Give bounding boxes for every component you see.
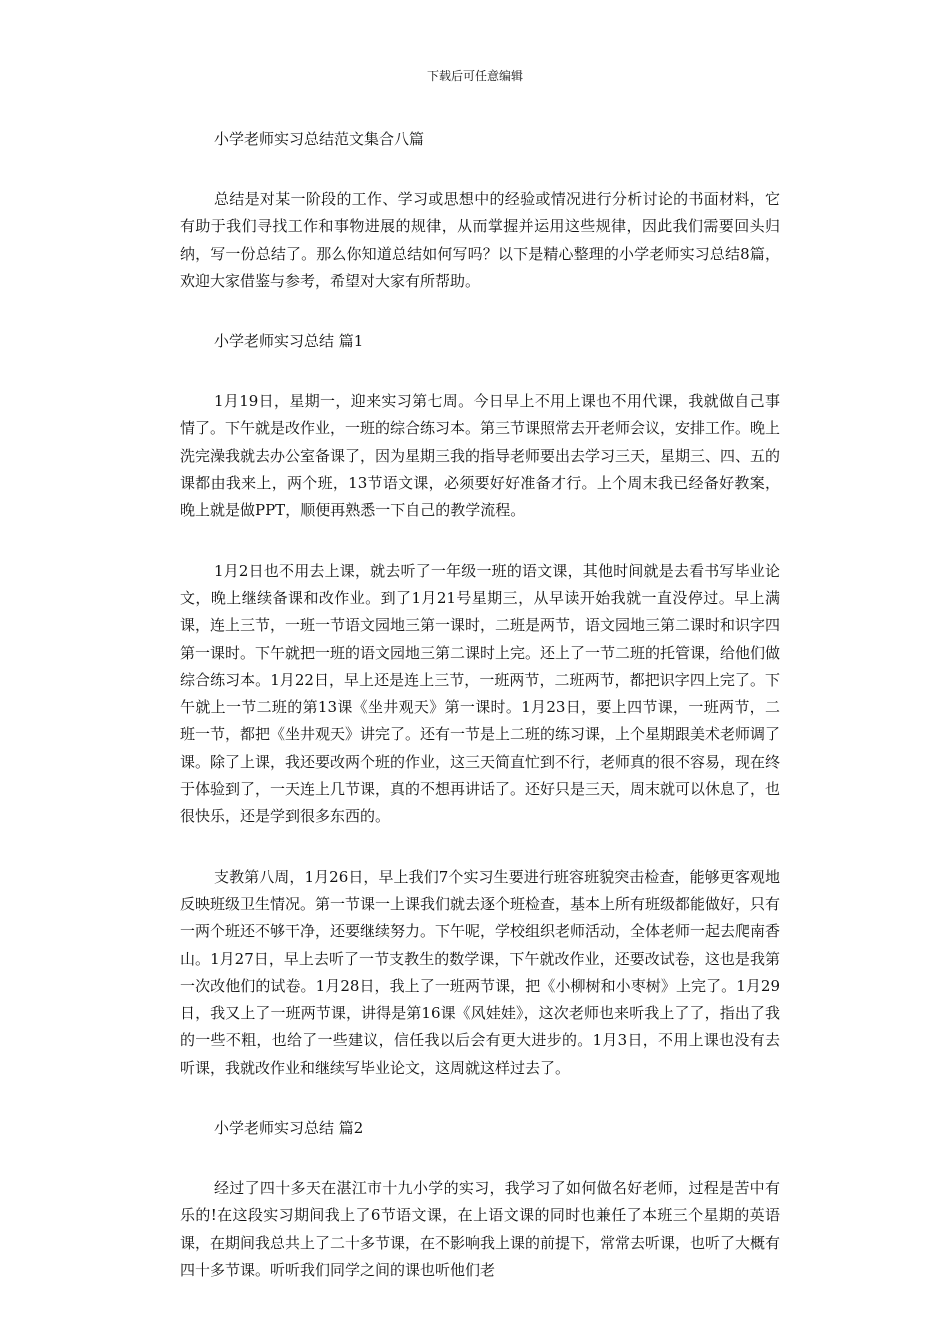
section-1-title: 小学老师实习总结 篇1 — [214, 332, 364, 351]
page-header-note: 下载后可任意编辑 — [426, 69, 523, 83]
section-2-title: 小学老师实习总结 篇2 — [214, 1119, 364, 1138]
section-1-paragraph-3: 支教第八周，1月26日，早上我们7个实习生要进行班容班貌突击检查，能够更客观地反映班级卫生情况。第一节课一上课我们就去逐个班检查，基本上所有班级都能做好，只有一两个班还不够干净，还要继续努力。下午呢，学校组织老师活动，全体老师一起去爬南香山。1月27日，早上去听了一节支教生的数学课，下午就改作业，还要改试卷，这也是我第一次改他们的试卷。1月28日，我上了一班两节课，把《小柳树和小枣树》上完了。1月29日，我又上了一班两节课，讲得是第16课《风娃娃》，这次老师也来听我上了了，指出了我的一些不粗，也给了一些建议，信任我以后会有更大进步的。1月3日，不用上课也没有去听课，我就改作业和继续写毕业论文，这周就这样过去了。 — [180, 867, 781, 1077]
section-2-paragraph-1: 经过了四十多天在湛江市十九小学的实习，我学习了如何做名好老师，过程是苦中有乐的!在这段实习期间我上了6节语文课，在上语文课的同时也兼任了本班三个星期的英语课，在期间我总共上了二十多节课，在不影响我上课的前提下，常常去听课，也听了大概有四十多节课。听听我们同学之间的课也听他们老 — [180, 1179, 781, 1279]
document-body — [180, 126, 780, 1317]
intro-paragraph: 总结是对某一阶段的工作、学习或思想中的经验或情况进行分析讨论的书面材料，它有助于我们寻找工作和事物进展的规律，从而掌握并运用这些规律，因此我们需要回头归纳，写一份总结了。那么你知道总结如何写吗？以下是精心整理的小学老师实习总结8篇，欢迎大家借鉴与参考，希望对大家有所帮助。 — [180, 190, 780, 290]
section-1-paragraph-2: 1月2日也不用去上课，就去听了一年级一班的语文课，其他时间就是去看书写毕业论文，晚上继续备课和改作业。到了1月21号星期三，从早读开始我就一直没停过。早上满课，连上三节，一班一节语文园地三第一课时，二班是两节，语文园地三第二课时和识字四第一课时。下午就把一班的语文园地三第二课时上完。还上了一节二班的托管课，给他们做综合练习本。1月22日，早上还是连上三节，一班两节，二班两节，都把识字四上完了。下午就上一节二班的第13课《坐井观天》第一课时。1月23日，要上四节课，一班两节，二班一节，都把《坐井观天》讲完了。还有一节是上二班的练习课，上个星期跟美术老师调了课。除了上课，我还要改两个班的作业，这三天简直忙到不行，老师真的很不容易，现在终于体验到了，一天连上几节课，真的不想再讲话了。还好只是三天，周末就可以休息了，也很快乐，还是学到很多东西的。 — [180, 561, 781, 826]
section-1-paragraph-1: 1月19日，星期一，迎来实习第七周。今日早上不用上课也不用代课，我就做自己事情了。下午就是改作业，一班的综合练习本。第三节课照常去开老师会议，安排工作。晚上洗完澡我就去办公室备课了，因为星期三我的指导老师要出去学习三天，星期三、四、五的课都由我来上，两个班，13节语文课，必须要好好准备才行。上个周末我已经备好教案，晚上就是做PPT，顺便再熟悉一下自己的教学流程。 — [180, 392, 781, 520]
document-title: 小学老师实习总结范文集合八篇 — [214, 130, 425, 148]
